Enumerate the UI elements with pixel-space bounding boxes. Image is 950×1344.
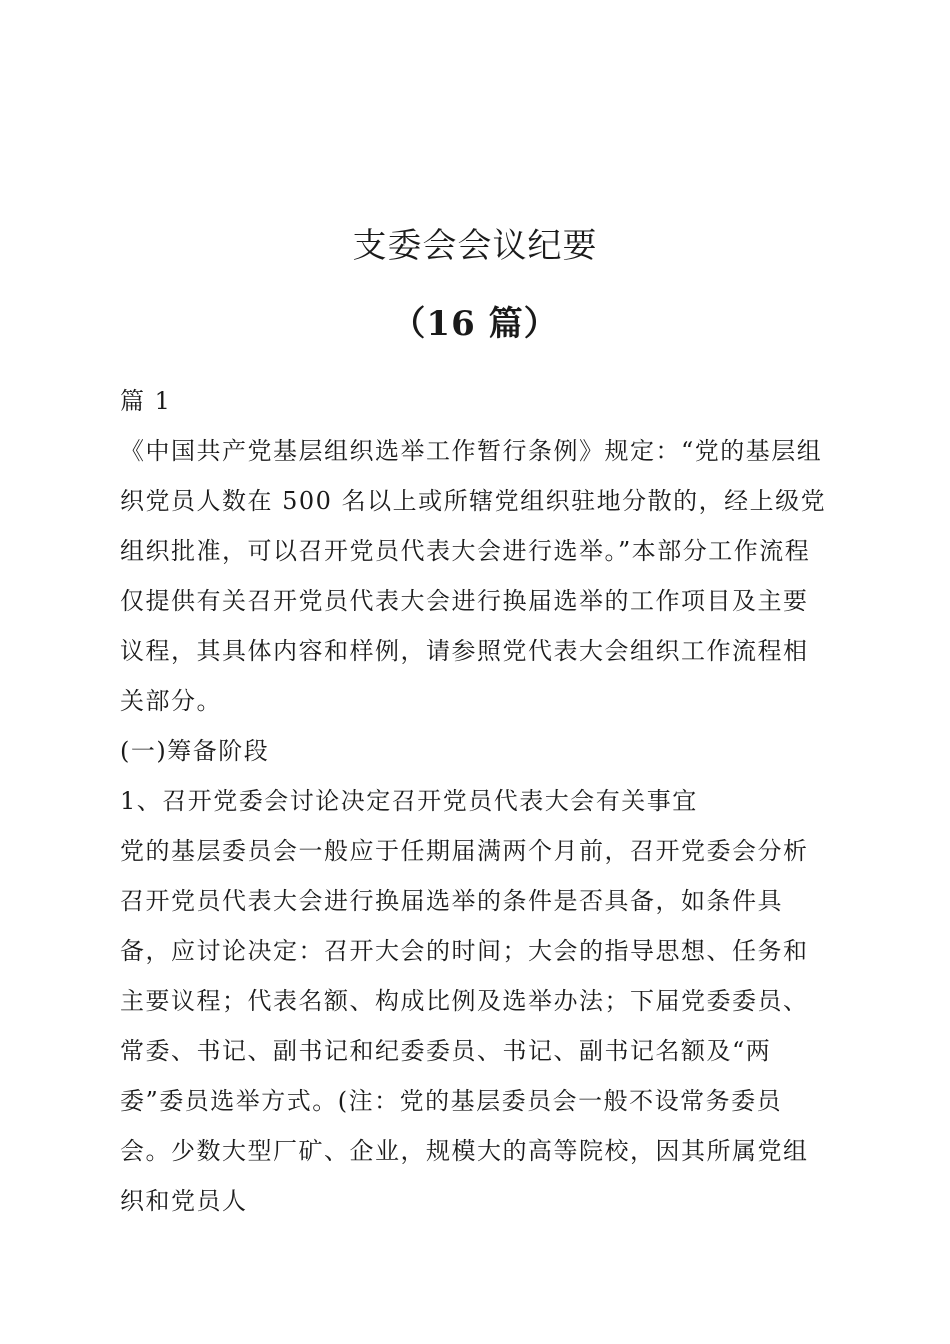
section-heading-item: 1、召开党委会讨论决定召开党员代表大会有关事宜 [120,787,698,815]
body-paragraph: 《中国共产党基层组织选举工作暂行条例》规定：“党的基层组织党员人数在 500 名以上或所辖党组织驻地分散的，经上级党组织批准，可以召开党员代表大会进行选举。”本部分工作流程仅提供有关召开党员代表大会进行换届选举的工作项目及主要议程，其具体内容和样例，请参照党代表大会组织工作流程相关部分。 [120,437,827,715]
section-heading-1: 篇 1 [120,387,172,415]
section-heading-stage: (一)筹备阶段 [120,737,270,765]
document-title: 支委会会议纪要 [352,226,598,266]
document-body [120,376,832,1226]
document-subtitle: （16 篇） [391,304,559,344]
body-paragraph: 党的基层委员会一般应于任期届满两个月前，召开党委会分析召开党员代表大会进行换届选举的条件是否具备，如条件具备，应讨论决定：召开大会的时间；大会的指导思想、任务和主要议程；代表名额、构成比例及选举办法；下届党委委员、常委、书记、副书记和纪委委员、书记、副书记名额及“两委”委员选举方式。(注：党的基层委员会一般不设常务委员会。少数大型厂矿、企业，规模大的高等院校，因其所属党组织和党员人 [120,837,809,1215]
